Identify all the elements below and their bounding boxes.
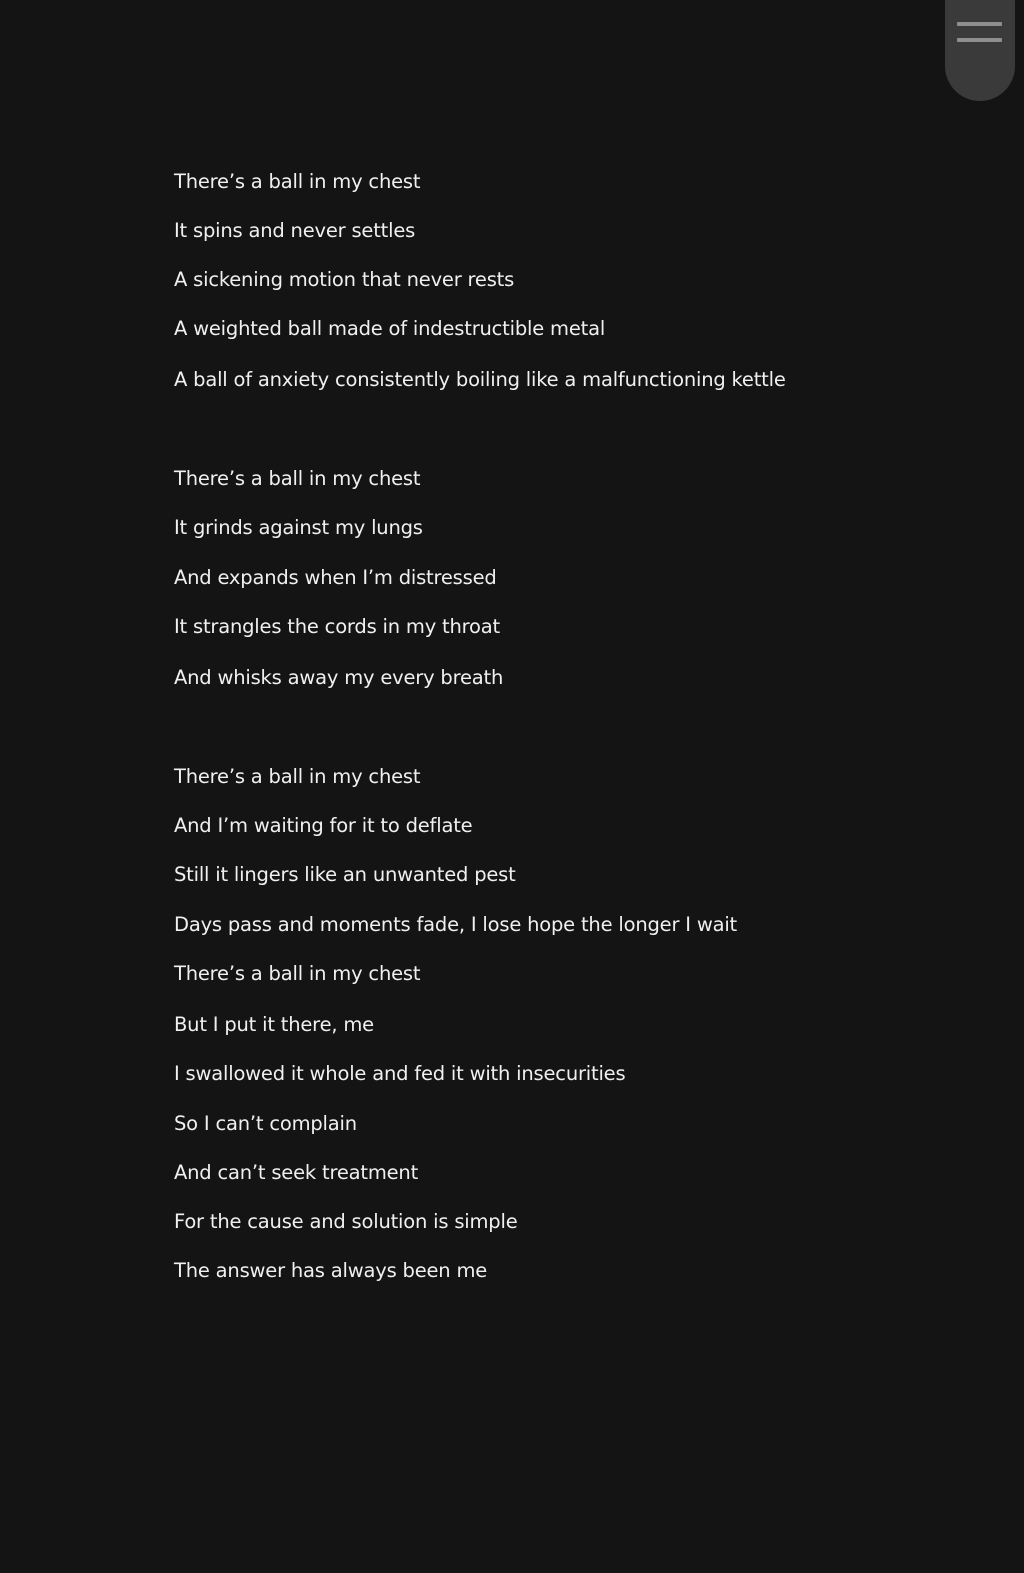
poem-line: There’s a ball in my chest [174, 765, 421, 788]
poem-line: I swallowed it whole and fed it with insecurities [174, 1062, 626, 1085]
poem-line: A sickening motion that never rests [174, 268, 515, 291]
poem-line: So I can’t complain [174, 1112, 357, 1135]
menu-button[interactable] [945, 0, 1015, 101]
poem-line: But I put it there, me [174, 1013, 374, 1036]
poem-line: It spins and never settles [174, 219, 416, 242]
hamburger-menu-icon-bar [957, 38, 1002, 42]
poem-line: The answer has always been me [174, 1259, 488, 1282]
hamburger-menu-icon [957, 22, 1002, 26]
poem-line: And can’t seek treatment [174, 1161, 419, 1184]
poem-line: It grinds against my lungs [174, 516, 423, 539]
poem-line: For the cause and solution is simple [174, 1210, 518, 1233]
poem-line: And whisks away my every breath [174, 666, 504, 689]
poem-line: Days pass and moments fade, I lose hope the longer I wait [174, 913, 737, 936]
poem-line: A weighted ball made of indestructible metal [174, 317, 606, 340]
poem-line: There’s a ball in my chest [174, 170, 421, 193]
poem-line: There’s a ball in my chest [174, 467, 421, 490]
poem-line: And I’m waiting for it to deflate [174, 814, 473, 837]
poem-line: A ball of anxiety consistently boiling like a malfunctioning kettle [174, 368, 786, 391]
poem-line: Still it lingers like an unwanted pest [174, 863, 516, 886]
poem-line: There’s a ball in my chest [174, 962, 421, 985]
poem-line: And expands when I’m distressed [174, 566, 497, 589]
poem-line: It strangles the cords in my throat [174, 615, 500, 638]
